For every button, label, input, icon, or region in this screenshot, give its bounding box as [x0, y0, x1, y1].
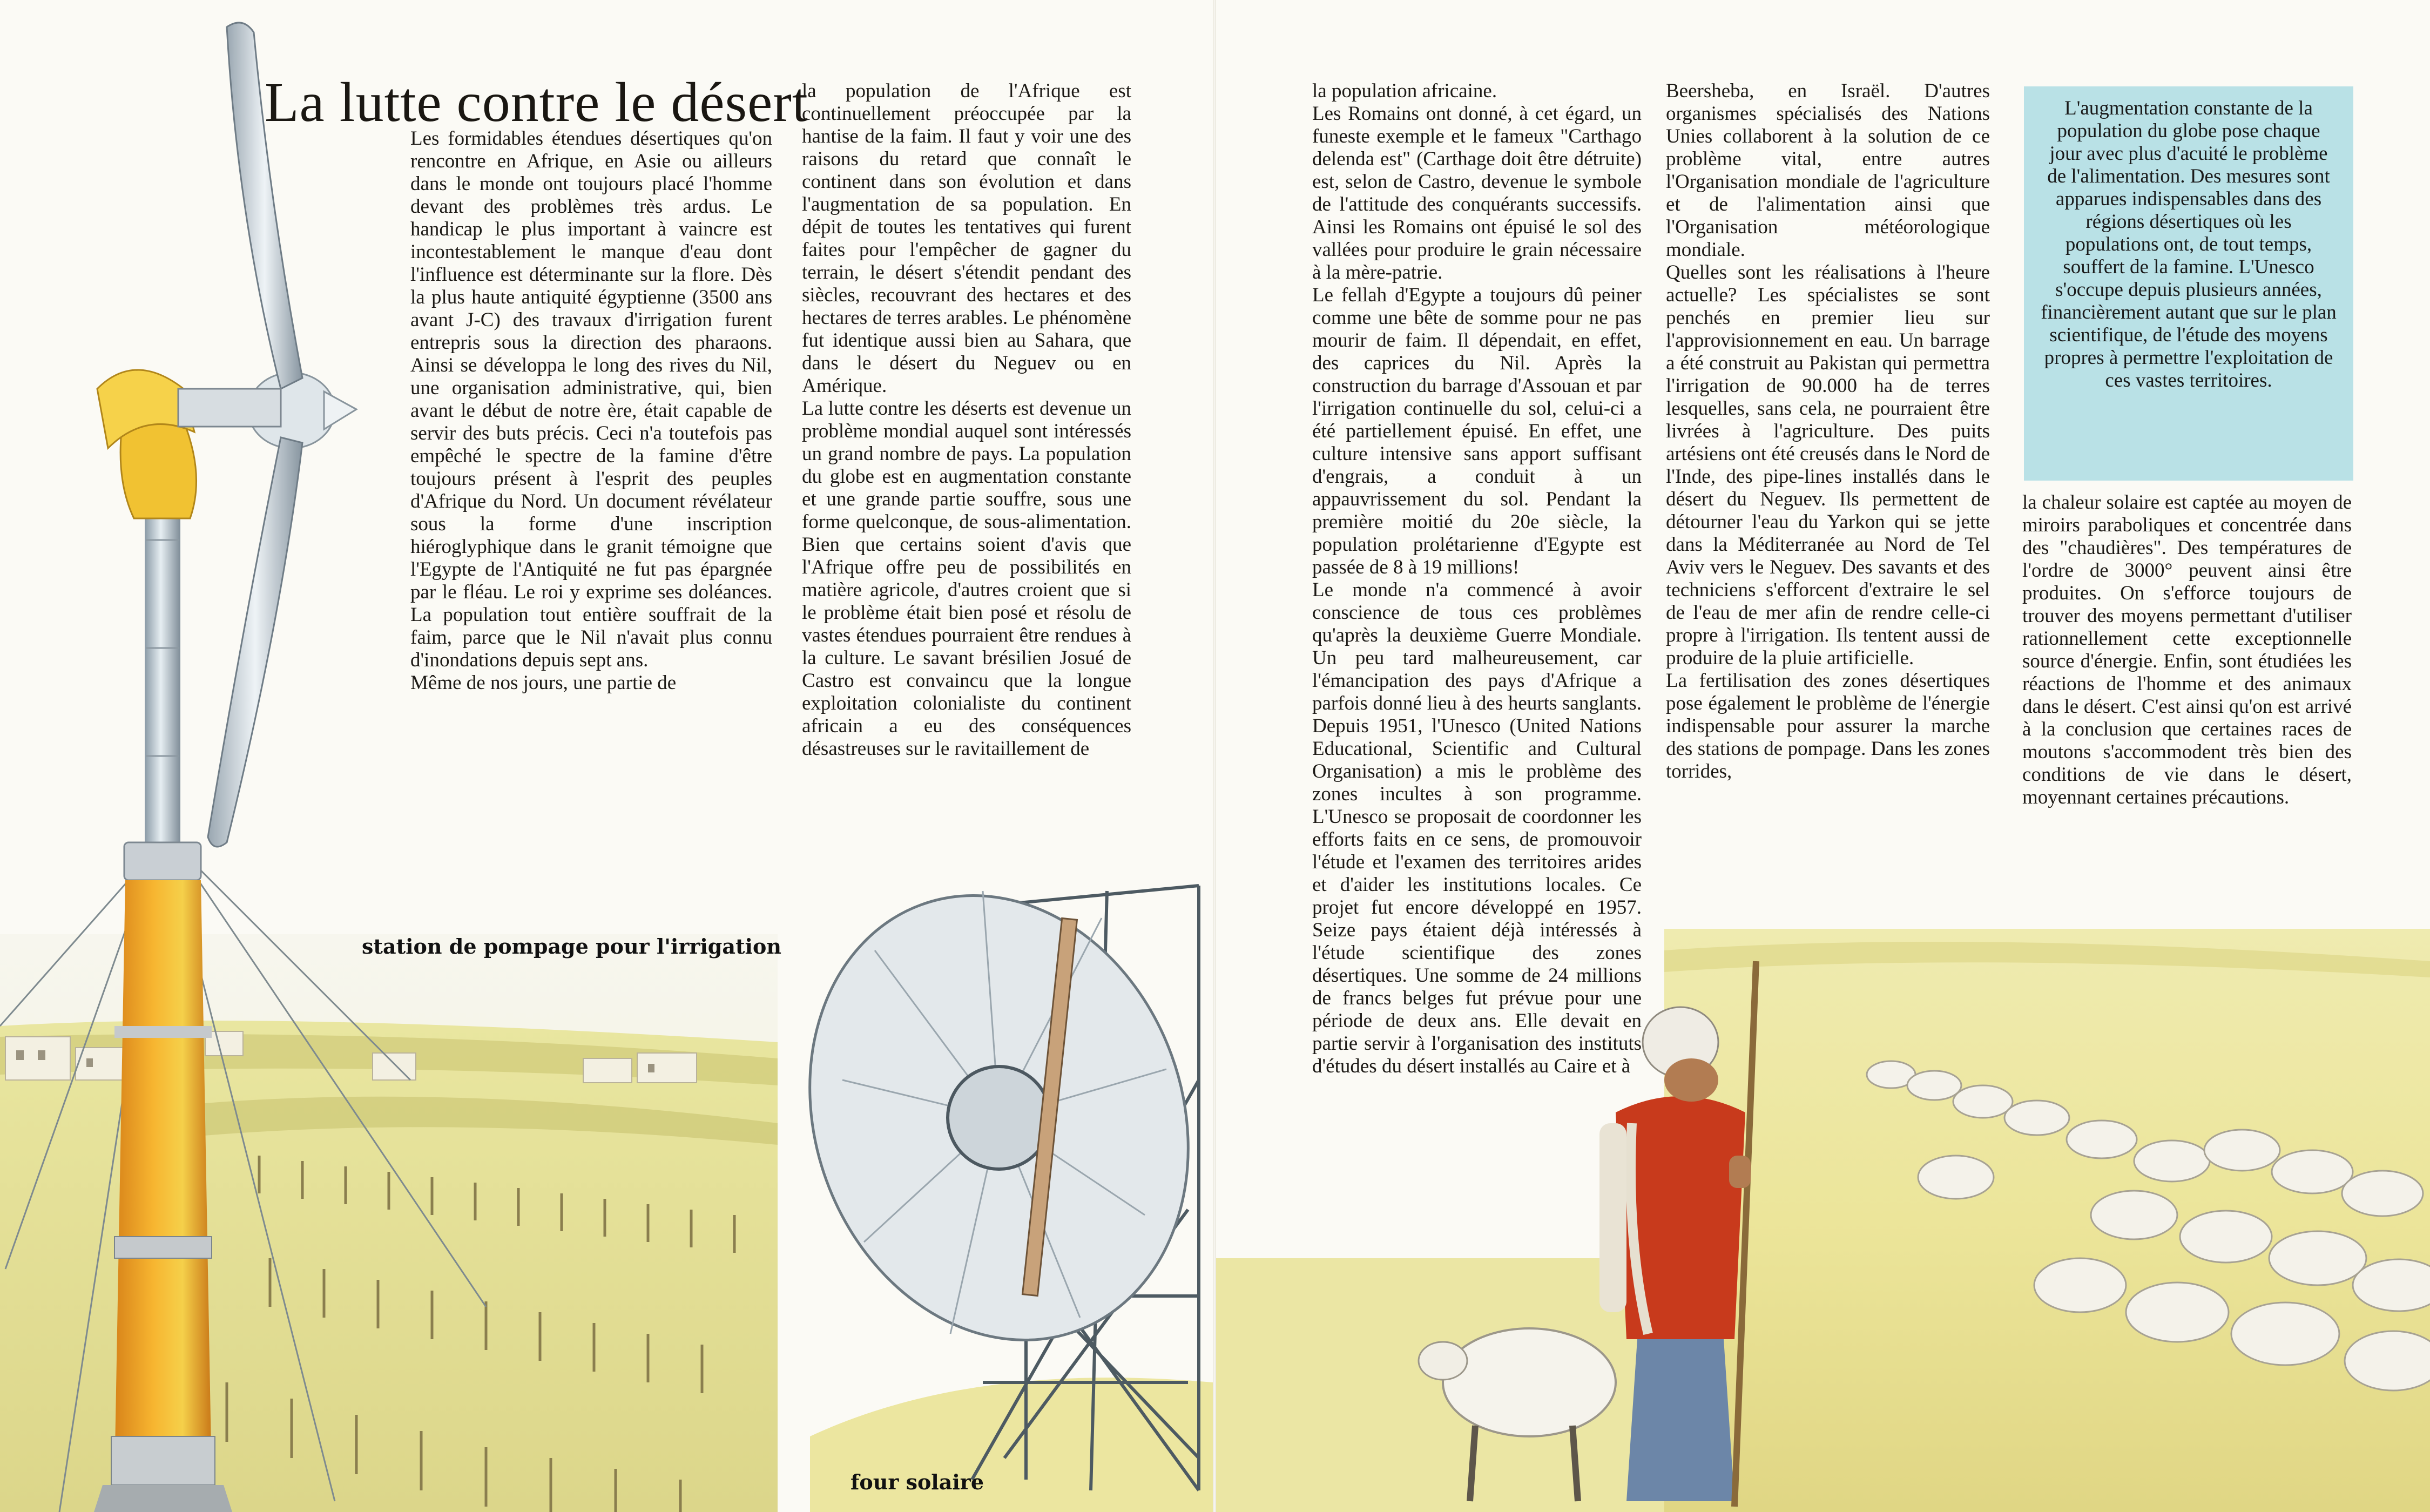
- pump-caption: station de pompage pour l'irrigation: [362, 934, 781, 959]
- page-spine: [1213, 0, 1216, 1512]
- highlight-box: [2024, 86, 2353, 481]
- column-2-paragraph-1: la population de l'Afrique est continuellement préoccupée par la hantise de la faim. Il faut y voir une des raisons du retard que connaît le continent dans son évolution et dans l'augmentation de sa population. En dépit de toutes les tentatives qui furent faites pour l'empêcher de gagner du terrain, le désert s'étendit pendant des siècles, recouvrant des hectares et des hectares de terres arables. Le phénomène fut identique aussi bien au Sahara, que dans le désert du Neguev ou en Amérique.: [802, 80, 1131, 397]
- text-column-5: [2022, 491, 2352, 809]
- column-3-paragraph-2: Les Romains ont donné, à cet égard, un funeste exemple et le fameux "Carthago delenda est" (Carthage doit être détruite) est, selon de Castro, devenue le symbole de l'attitude des conquérants successifs. Ainsi les Romains ont épuisé le sol des vallées pour produire le grain nécessaire à la mère-patrie.: [1312, 103, 1642, 284]
- column-5-paragraph-1: la chaleur solaire est captée au moyen de miroirs paraboliques et concentrée dans des "chaudières". Des températures de l'ordre de 3000° peuvent ainsi être produites. On s'efforce toujours de trouver des moyens permettant d'utiliser rationnellement cette exceptionnelle source d'énergie. Enfin, sont étudiées les réactions de l'homme et des animaux dans le désert. C'est ainsi qu'on est arrivé à la conclusion que certaines races de moutons s'accommodent très bien des conditions de vie dans le désert, moyennant certaines précautions.: [2022, 491, 2352, 808]
- column-1-paragraph-2: Même de nos jours, une partie de: [410, 672, 677, 694]
- text-column-2: [802, 80, 1131, 760]
- column-3-paragraph-3: Le fellah d'Egypte a toujours dû peiner comme une bête de somme pour ne pas mourir de faim. Il dépendait, en effet, des caprices du Nil. Après la construction du barrage d'Assouan et par l'irrigation continuelle du sol, celui-ci a été partiellement épuisé. En effet, une culture intensive sans apport suffisant d'engrais, a conduit à un appauvrissement du sol. Pendant la première moitié du 20e siècle, la population prolétarienne d'Egypte est passée de 8 à 19 millions!: [1312, 284, 1642, 578]
- solar-caption: four solaire: [850, 1470, 984, 1494]
- text-column-3: [1312, 80, 1642, 1078]
- column-4-paragraph-1: Beersheba, en Israël. D'autres organismes spécialisés des Nations Unies collaborent à la solution de ce problème vital, entre autres l'Organisation mondiale de l'agriculture et de l'alimentation ainsi que l'Organisation météorologique mondiale.: [1666, 80, 1990, 261]
- column-3-paragraph-1: la population africaine.: [1312, 80, 1497, 102]
- text-column-4: [1666, 80, 1990, 783]
- text-column-1: [410, 127, 772, 694]
- highlight-box-text: L'augmentation constante de la population du globe pose chaque jour avec plus d'acuité le problème de l'alimentation. Des mesures sont apparues indispensables dans des régions désertiques où les populations ont, de tout temps, souffert de la famine. L'Unesco s'occupe depuis plusieurs années, financièrement autant que sur le plan scientifique, de l'étude des moyens propres à permettre l'exploitation de ces vastes territoires.: [2041, 97, 2337, 392]
- page-title: La lutte contre le désert: [265, 71, 808, 133]
- column-4-paragraph-2: Quelles sont les réalisations à l'heure actuelle? Les spécialistes se sont penchés en premier lieu sur l'approvisionnement en eau. Un barrage a été construit au Pakistan qui permettra l'irrigation de 90.000 ha de terres lesquelles, sans cela, ne pourraient être livrées à l'agriculture. Des puits artésiens ont été creusés dans le Nord de l'Inde, des pipe-lines installés dans le désert du Neguev. Ils permettent de détourner l'eau du Yarkon qui se jette dans la Méditerranée au Nord de Tel Aviv vers le Neguev. Des savants et des techniciens s'efforcent d'extraire le sel de l'eau de mer afin de rendre celle-ci propre à l'irrigation. Ils tentent aussi de produire de la pluie artificielle.: [1666, 261, 1990, 669]
- column-3-paragraph-4: Le monde n'a commencé à avoir conscience de tous ces problèmes qu'après la deuxième Guerre Mondiale. Un peu tard malheureusement, car l'émancipation des pays d'Afrique a parfois donné lieu à des heurts sanglants. Depuis 1951, l'Unesco (United Nations Educational, Scientific and Cultural Organisation) a mis le problème des zones incultes à son programme. L'Unesco se proposait de coordonner les efforts faits en ce sens, de promouvoir l'étude et l'examen des territoires arides et d'aider les institutions locales. Ce projet fut encore développé en 1957. Seize pays étaient déjà intéressés à l'étude scientifique des zones désertiques. Une somme de 24 millions de francs belges fut prévue pour une période de deux ans. Elle devait en partie servir à l'organisation des instituts d'études du désert installés au Caire et à: [1312, 579, 1642, 1077]
- column-4-paragraph-3: La fertilisation des zones désertiques pose également le problème de l'énergie indispensable pour assurer la marche des stations de pompage. Dans les zones torrides,: [1666, 670, 1990, 782]
- column-1-paragraph-1: Les formidables étendues désertiques qu'on rencontre en Afrique, en Asie ou ailleurs dans le monde ont toujours placé l'homme devant des problèmes très ardus. Le handicap le plus important à vaincre est incontestablement le manque d'eau dont l'influence est déterminante sur la flore. Dès la plus haute antiquité égyptienne (3500 ans avant J-C) des travaux d'irrigation furent entrepris sous la direction des pharaons. Ainsi se développa le long des rives du Nil, une organisation administrative, qui, bien avant le début de notre ère, était capable de servir des buts précis. Ceci n'a toutefois pas empêché le spectre de la famine d'être toujours présent à l'esprit des peuples d'Afrique du Nord. Un document révélateur sous la forme d'une inscription hiéroglyphique dans le granit témoigne que l'Egypte de l'Antiquité ne fut pas épargnée par le fléau. Le roi y exprime ses doléances. La population tout entière souffrait de la faim, parce que le Nil n'avait plus connu d'inondations depuis sept ans.: [410, 127, 772, 671]
- column-2-paragraph-2: La lutte contre les déserts est devenue un problème mondial auquel sont intéressés un grand nombre de pays. La population du globe est en augmentation constante et une grande partie souffre, sous une forme quelconque, de sous-alimentation. Bien que certains soient d'avis que l'Afrique offre peu de possibilités en matière agricole, d'autres croient que si le problème était bien posé et résolu de vastes étendues pourraient être rendues à la culture. Le savant brésilien Josué de Castro est convaincu que la longue exploitation colonialiste du continent africain a eu des conséquences désastreuses sur le ravitaillement de: [802, 397, 1131, 760]
